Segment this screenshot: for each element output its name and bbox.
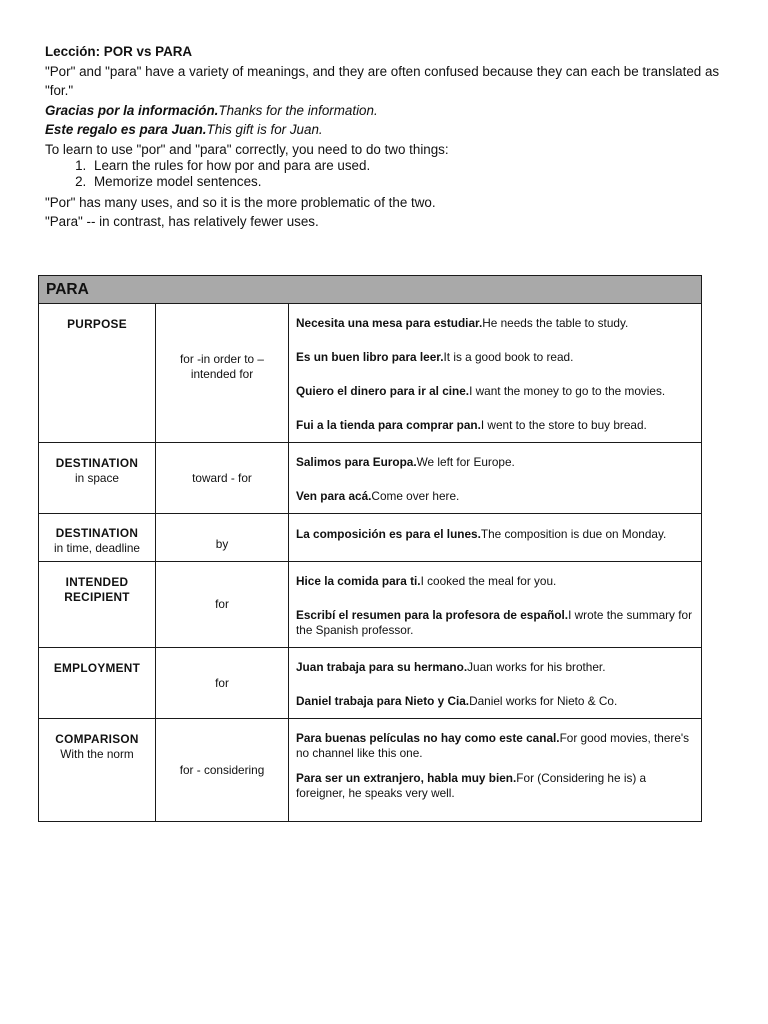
- table-row: [39, 304, 702, 443]
- example-sentence: Necesita una mesa para estudiar.He needs the table to study.: [296, 316, 629, 330]
- learn-line: To learn to use "por" and "para" correctly, you need to do two things:: [45, 141, 449, 157]
- meaning-text: for: [215, 675, 229, 690]
- por-note: "Por" has many uses, and so it is the more problematic of the two.: [45, 194, 436, 210]
- step-item: 1. Learn the rules for how por and para are used.: [90, 158, 735, 174]
- meaning-text: for - considering: [179, 762, 265, 777]
- use-title: COMPARISON: [55, 732, 139, 746]
- use-cell: [39, 443, 156, 514]
- lesson-heading: Lección: POR vs PARA: [45, 44, 193, 59]
- example-sentence: Quiero el dinero para ir al cine.I want the money to go to the movies.: [296, 384, 666, 398]
- meaning-cell: [156, 443, 289, 514]
- example-sentence: Daniel trabaja para Nieto y Cia.Daniel works for Nieto & Co.: [296, 694, 618, 708]
- use-subtitle: in space: [75, 471, 119, 485]
- meaning-cell: [156, 514, 289, 562]
- example-sentence: Es un buen libro para leer.It is a good book to read.: [296, 350, 574, 364]
- use-title: INTENDED RECIPIENT: [64, 575, 130, 604]
- use-title: EMPLOYMENT: [53, 661, 141, 675]
- example-sentence: Para ser un extranjero, habla muy bien.For (Considering he is) a foreigner, he speaks very well.: [296, 771, 647, 800]
- table-row: [39, 443, 702, 514]
- intro-example-1: Gracias por la información.Thanks for the information.: [45, 102, 378, 118]
- example-sentence: La composición es para el lunes.The composition is due on Monday.: [296, 527, 667, 541]
- examples-cell: [289, 648, 702, 719]
- meaning-cell: [156, 648, 289, 719]
- meaning-cell: [156, 304, 289, 443]
- examples-cell: [289, 304, 702, 443]
- lesson-intro: [45, 42, 735, 232]
- meaning-cell: [156, 719, 289, 822]
- use-cell: [39, 514, 156, 562]
- meaning-text: for -in order to – intended for: [180, 352, 264, 381]
- use-cell: [39, 562, 156, 648]
- example-sentence: Ven para acá.Come over here.: [296, 489, 460, 503]
- examples-cell: [289, 719, 702, 822]
- table-row: [39, 719, 702, 822]
- use-subtitle: in time, deadline: [54, 541, 140, 555]
- example-sentence: Para buenas películas no hay como este canal.For good movies, there's no channel like this one.: [296, 731, 690, 760]
- step-item: 2. Memorize model sentences.: [90, 174, 735, 190]
- use-title: PURPOSE: [67, 317, 127, 331]
- intro-example-2: Este regalo es para Juan.This gift is for Juan.: [45, 122, 323, 137]
- use-cell: [39, 304, 156, 443]
- table-header: PARA: [39, 276, 702, 304]
- steps-list: [45, 158, 735, 190]
- table-row: [39, 562, 702, 648]
- para-table: [38, 275, 702, 822]
- meaning-text: for: [215, 597, 229, 611]
- intro-paragraph: "Por" and "para" have a variety of meanings, and they are often confused because they can each be translated as "for.": [45, 63, 720, 98]
- examples-cell: [289, 562, 702, 648]
- meaning-text: by: [215, 537, 229, 551]
- table-row: [39, 514, 702, 562]
- example-sentence: Fui a la tienda para comprar pan.I went to the store to buy bread.: [296, 418, 647, 432]
- example-sentence: Escribí el resumen para la profesora de español.I wrote the summary for the Spanish professor.: [296, 608, 692, 637]
- example-sentence: Juan trabaja para su hermano.Juan works for his brother.: [296, 660, 606, 674]
- meaning-cell: [156, 562, 289, 648]
- use-cell: [39, 648, 156, 719]
- examples-cell: [289, 443, 702, 514]
- para-note: "Para" -- in contrast, has relatively fewer uses.: [45, 214, 319, 229]
- use-title: DESTINATION: [55, 456, 139, 470]
- use-subtitle: With the norm: [60, 747, 134, 761]
- meaning-text: toward - for: [192, 470, 252, 485]
- table-row: [39, 648, 702, 719]
- example-sentence: Salimos para Europa.We left for Europe.: [296, 455, 515, 469]
- example-sentence: Hice la comida para ti.I cooked the meal for you.: [296, 574, 557, 588]
- use-cell: [39, 719, 156, 822]
- examples-cell: [289, 514, 702, 562]
- use-title: DESTINATION: [55, 526, 139, 540]
